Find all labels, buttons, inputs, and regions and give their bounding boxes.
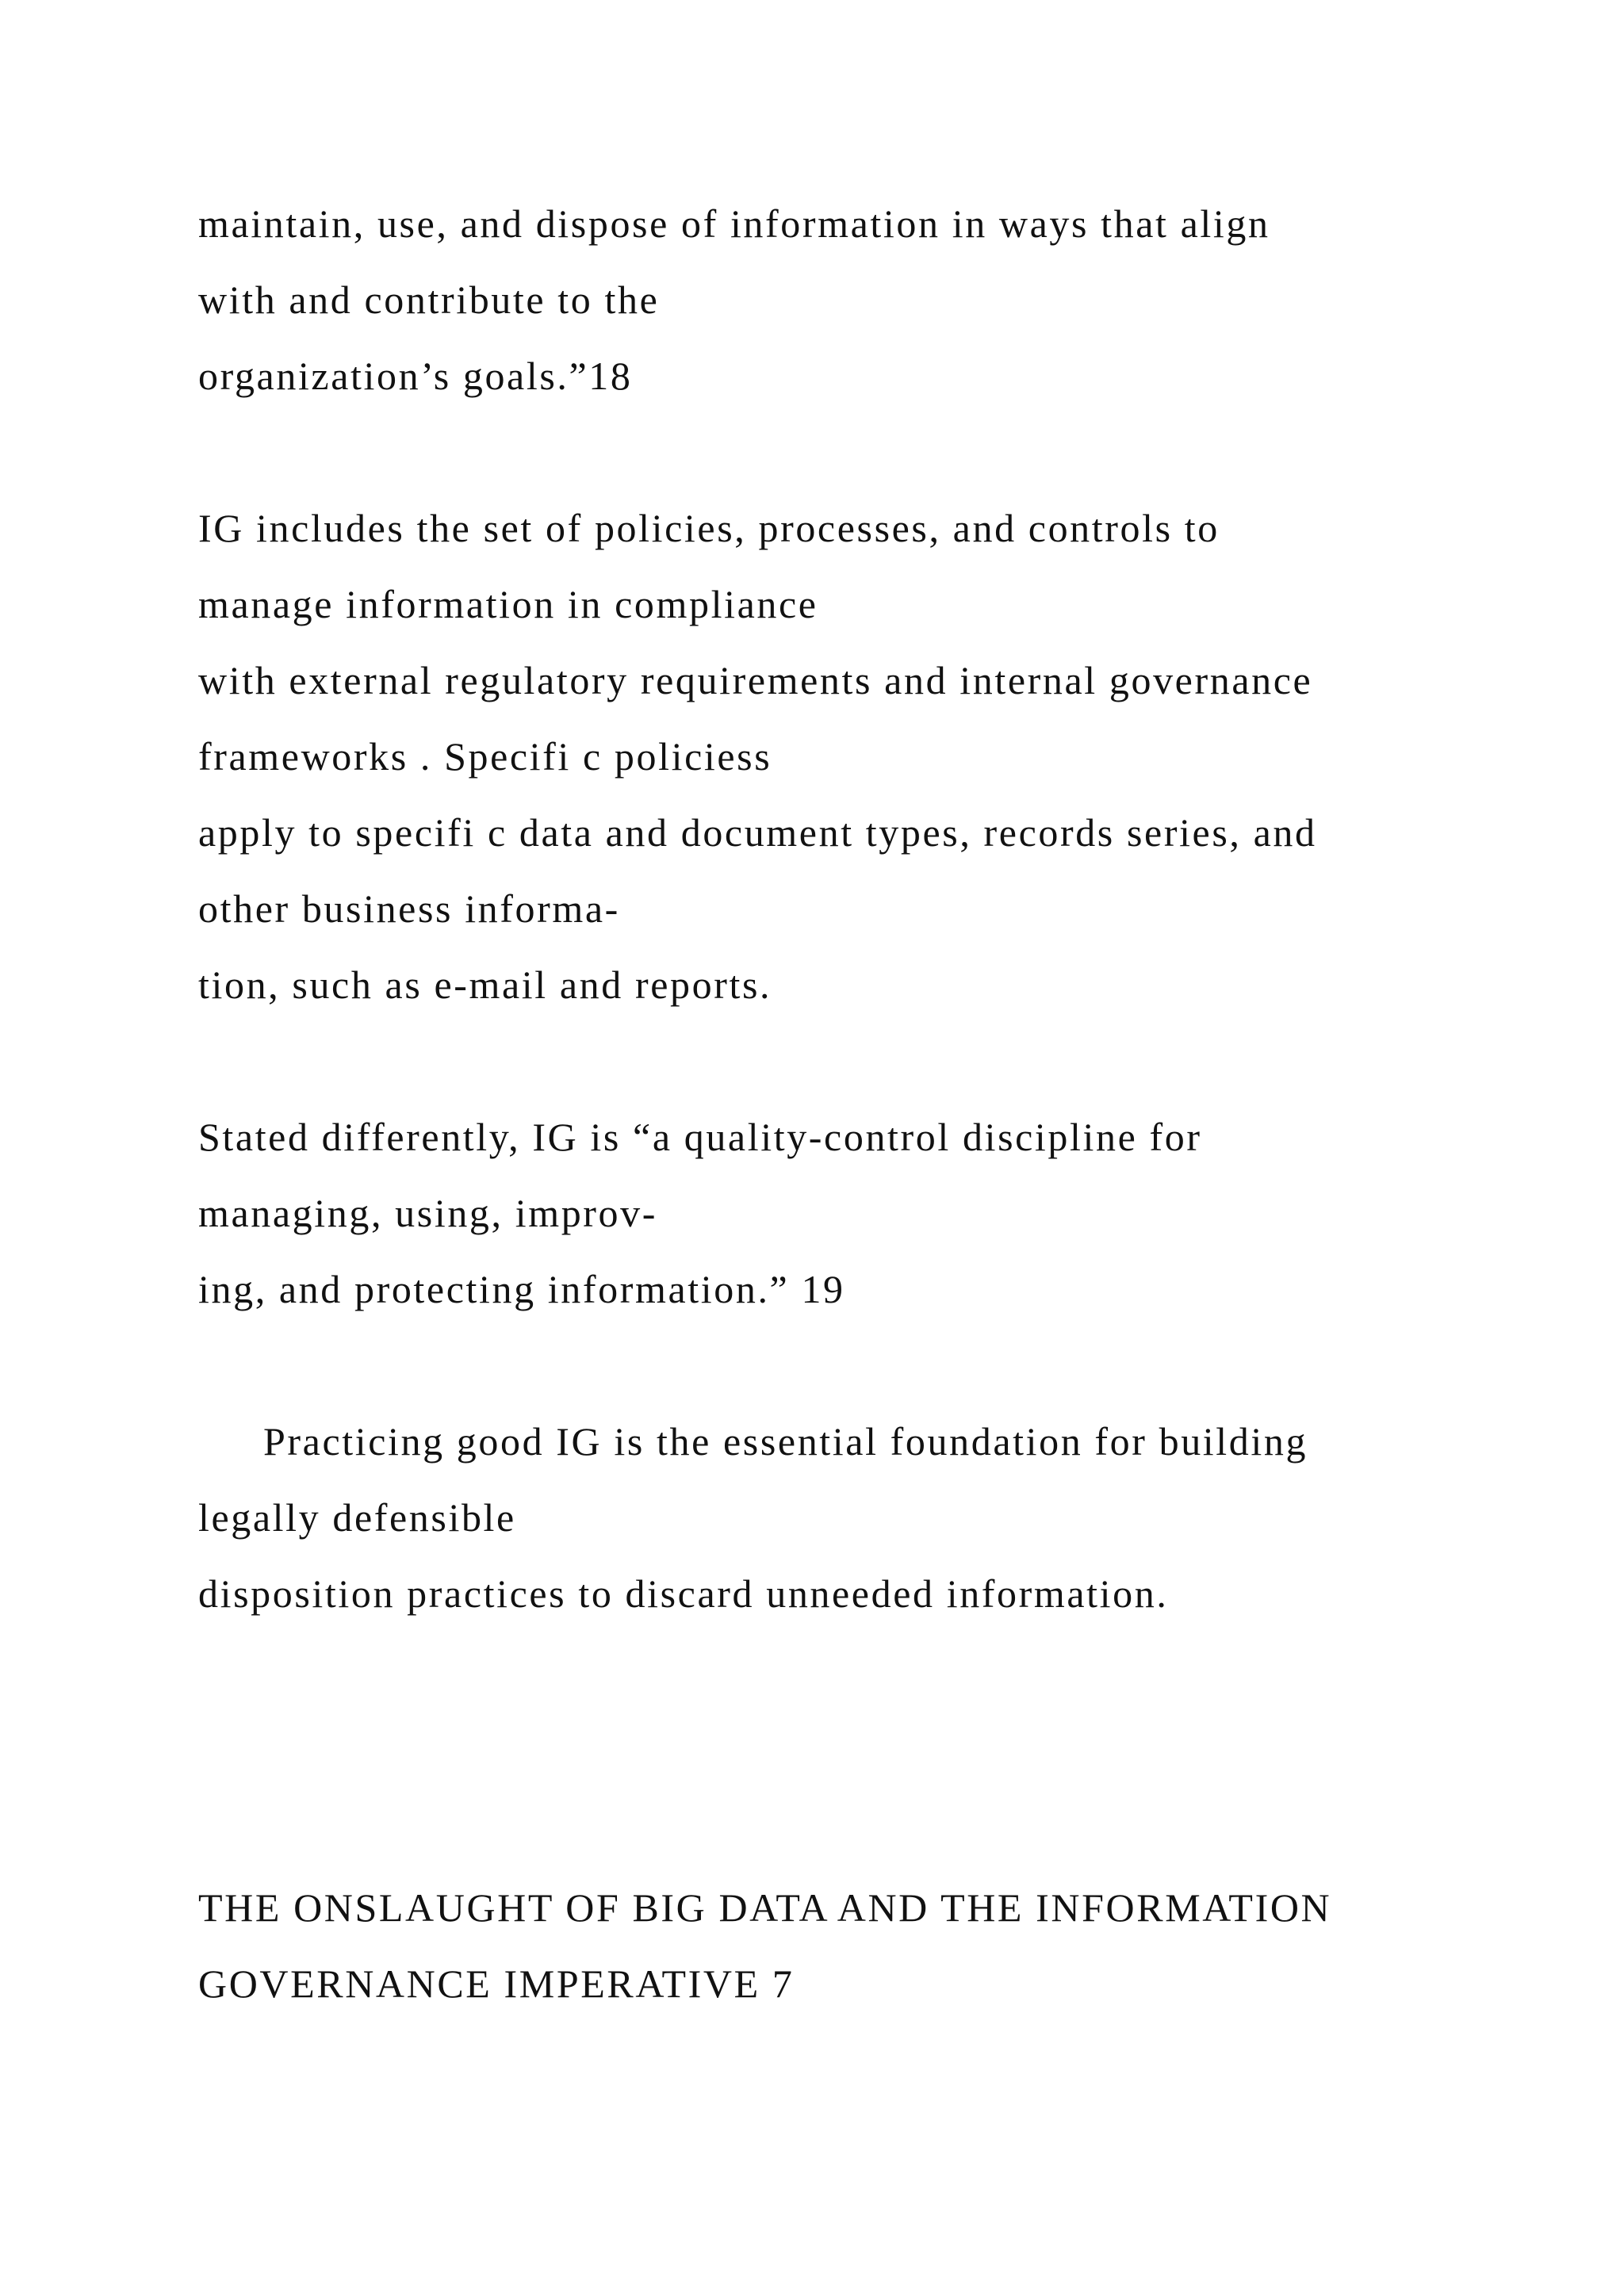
- text-line: organization’s goals.”18: [198, 354, 633, 398]
- text-line: other business informa-: [198, 886, 620, 931]
- text-line: apply to specifi c data and document types, records series, and: [198, 810, 1317, 855]
- text-line: manage information in compliance: [198, 582, 818, 626]
- text-line: tion, such as e-mail and reports.: [198, 962, 772, 1007]
- running-footer: GOVERNANCE IMPERATIVE 7: [198, 1961, 795, 2006]
- text-line: managing, using, improv-: [198, 1191, 658, 1235]
- text-line: legally defensible: [198, 1495, 516, 1540]
- text-line: frameworks . Specifi c policiess: [198, 734, 772, 779]
- text-line: Practicing good IG is the essential foundation for building: [263, 1419, 1308, 1464]
- text-line: maintain, use, and dispose of information in ways that align: [198, 201, 1270, 246]
- text-line: with external regulatory requirements and internal governance: [198, 658, 1313, 702]
- text-line: with and contribute to the: [198, 277, 660, 322]
- text-line: IG includes the set of policies, processes, and controls to: [198, 506, 1220, 550]
- text-line: ing, and protecting information.” 19: [198, 1267, 845, 1311]
- text-line: disposition practices to discard unneeded information.: [198, 1571, 1169, 1616]
- running-footer: THE ONSLAUGHT OF BIG DATA AND THE INFORMATION: [198, 1885, 1332, 1930]
- text-line: Stated differently, IG is “a quality-control discipline for: [198, 1115, 1202, 1159]
